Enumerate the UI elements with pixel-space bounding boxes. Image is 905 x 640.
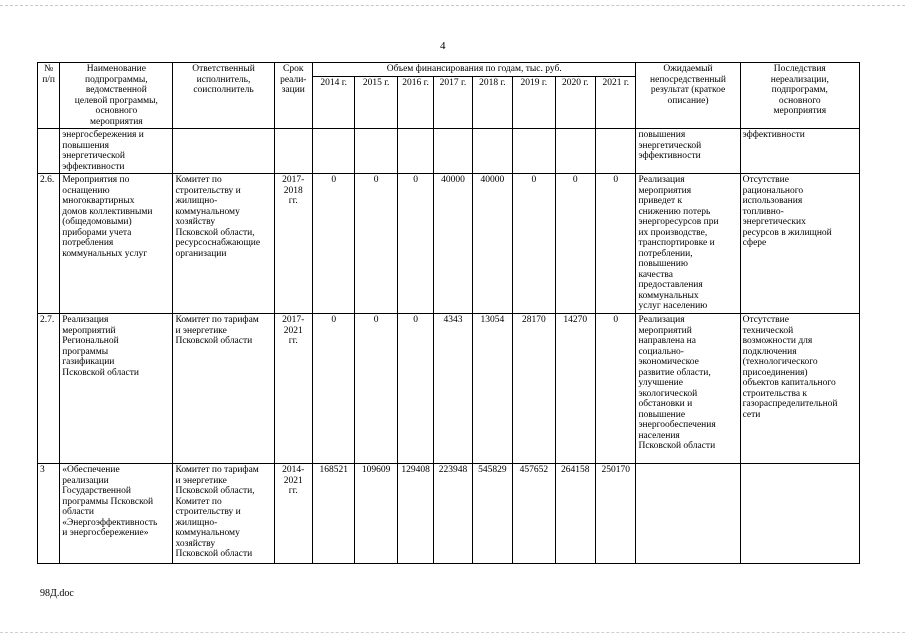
header-num: № п/п	[38, 63, 60, 129]
cell-num: 2.6.	[38, 174, 60, 314]
header-consequences: Последствия нереализации, подпрограмм, основного мероприятия	[740, 63, 859, 129]
cell-value: 0	[596, 174, 636, 314]
header-year: 2019 г.	[513, 77, 555, 129]
cell-name: энергосбережения и повышения энергетической эффективности	[60, 129, 173, 174]
scan-edge-top	[0, 0, 905, 6]
cell-value: 168521	[312, 464, 354, 564]
header-row-1	[38, 63, 860, 77]
cell-value: 0	[555, 174, 595, 314]
header-year: 2021 г.	[596, 77, 636, 129]
cell-expected	[636, 464, 740, 564]
header-expected: Ожидаемый непосредственный результат (краткое описание)	[636, 63, 740, 129]
cell-value	[397, 129, 433, 174]
header-year: 2017 г.	[434, 77, 472, 129]
cell-value: 457652	[513, 464, 555, 564]
cell-num	[38, 129, 60, 174]
header-term: Срок реали- зации	[274, 63, 312, 129]
cell-value: 0	[312, 314, 354, 464]
cell-name: «Обеспечение реализации Государственной программы Псковской области «Энергоэффективность и энергосбережение»	[60, 464, 173, 564]
cell-consequences: Отсутствие рационального использования топливно- энергетических ресурсов в жилищной сфере	[740, 174, 859, 314]
cell-value	[555, 129, 595, 174]
cell-value: 0	[397, 174, 433, 314]
cell-consequences	[740, 464, 859, 564]
cell-value: 545829	[472, 464, 512, 564]
cell-value	[513, 129, 555, 174]
cell-value: 0	[355, 174, 397, 314]
cell-value: 0	[312, 174, 354, 314]
table-row	[38, 464, 860, 564]
cell-value	[596, 129, 636, 174]
header-year: 2014 г.	[312, 77, 354, 129]
program-table	[37, 62, 860, 564]
cell-responsible	[173, 129, 274, 174]
cell-value: 109609	[355, 464, 397, 564]
cell-responsible: Комитет по тарифам и энергетике Псковской области, Комитет по строительству и жилищно- коммунальному хозяйству Псковской области	[173, 464, 274, 564]
cell-name: Мероприятия по оснащению многоквартирных домов коллективными (общедомовыми) приборами учета потребления коммунальных услуг	[60, 174, 173, 314]
cell-expected: повышения энергетической эффективности	[636, 129, 740, 174]
cell-responsible: Комитет по строительству и жилищно- коммунальному хозяйству Псковской области, ресурсоснабжающие организации	[173, 174, 274, 314]
scan-edge-bottom	[0, 632, 905, 637]
cell-value: 0	[397, 314, 433, 464]
header-funding: Объем финансирования по годам, тыс. руб.	[312, 63, 635, 77]
cell-expected: Реализация мероприятий направлена на социально- экономическое развитие области, улучшение экологической обстановки и повышение энергообеспечения населения Псковской области	[636, 314, 740, 464]
header-year: 2015 г.	[355, 77, 397, 129]
cell-value: 250170	[596, 464, 636, 564]
cell-value: 223948	[434, 464, 472, 564]
header-name: Наименование подпрограммы, ведомственной целевой программы, основного мероприятия	[60, 63, 173, 129]
cell-value: 4343	[434, 314, 472, 464]
cell-value: 28170	[513, 314, 555, 464]
table-row	[38, 174, 860, 314]
table-row	[38, 129, 860, 174]
header-year: 2018 г.	[472, 77, 512, 129]
cell-value	[355, 129, 397, 174]
cell-value: 40000	[434, 174, 472, 314]
cell-term	[274, 129, 312, 174]
cell-value: 129408	[397, 464, 433, 564]
cell-responsible: Комитет по тарифам и энергетике Псковской области	[173, 314, 274, 464]
cell-value: 40000	[472, 174, 512, 314]
cell-consequences: эффективности	[740, 129, 859, 174]
footer-filename: 98Д.doc	[40, 588, 74, 599]
cell-term: 2017- 2021 гг.	[274, 314, 312, 464]
header-year: 2016 г.	[397, 77, 433, 129]
cell-value: 13054	[472, 314, 512, 464]
header-year: 2020 г.	[555, 77, 595, 129]
cell-name: Реализация мероприятий Региональной программы газификации Псковской области	[60, 314, 173, 464]
cell-value	[472, 129, 512, 174]
cell-num: 2.7.	[38, 314, 60, 464]
cell-term: 2014- 2021 гг.	[274, 464, 312, 564]
cell-consequences: Отсутствие технической возможности для подключения (технологического присоединения) объектов капитального строительства к газораспределительной сети	[740, 314, 859, 464]
cell-value	[312, 129, 354, 174]
header-responsible: Ответственный исполнитель, соисполнитель	[173, 63, 274, 129]
cell-expected: Реализация мероприятия приведет к снижению потерь энергоресурсов при их производстве, транспортировке и потреблении, повышению качества предоставления коммунальных услуг населению	[636, 174, 740, 314]
cell-value: 0	[355, 314, 397, 464]
cell-term: 2017- 2018 гг.	[274, 174, 312, 314]
table-row	[38, 314, 860, 464]
cell-num: 3	[38, 464, 60, 564]
page-number: 4	[440, 40, 446, 52]
cell-value	[434, 129, 472, 174]
cell-value: 14270	[555, 314, 595, 464]
cell-value: 0	[513, 174, 555, 314]
cell-value: 264158	[555, 464, 595, 564]
cell-value: 0	[596, 314, 636, 464]
